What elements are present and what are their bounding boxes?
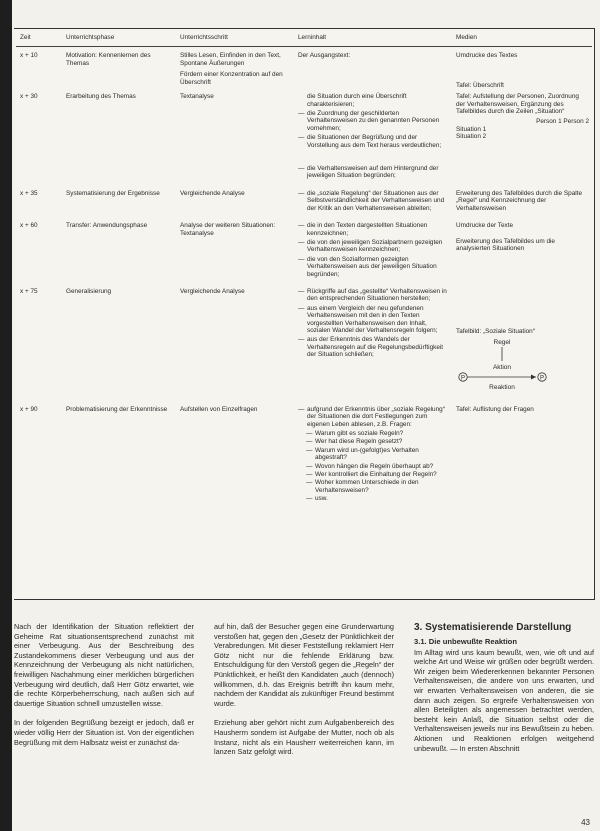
cell-form: Vergleichende Analyse (180, 287, 245, 295)
header-media: Medien (452, 30, 592, 47)
cell-content (294, 214, 452, 280)
header-step: Unterrichtsschritt (176, 30, 294, 47)
cell-content (294, 398, 452, 504)
media-line: Tafel: Überschrift (456, 81, 504, 89)
media-line: Person 1 Person 2 (536, 118, 589, 126)
body-text (14, 622, 594, 822)
paragraph: auf hin, daß der Besucher gegen eine Grunderwartung verstoßen hat, gegen den „Gesetz der Pünktlichkeit der Verabredungen. Mit dieser Feststellung reklamiert Herr Götz nicht nur die fehlende Erklärung bzw. Entschuldigung für den Verstoß gegen die „Regeln“ der Pünktlichkeit, er heißt den Kandidaten „auch (dennoch) willkommen, d.h. das Ereignis betrifft ihn kaum mehr, nachdem der Kandidat als zukünftiger Freund bestimmt wurde. (214, 622, 394, 708)
question-list (306, 430, 449, 503)
diagram-label-rule: Regel (493, 339, 511, 347)
form-line: Fördern einer Konzentration auf den Überschrift (180, 71, 283, 86)
content-list (298, 190, 449, 212)
header-phase: Unterrichtsphase (62, 30, 176, 47)
paragraph: Erziehung aber gehört nicht zum Aufgabenbereich des Hausherrn sondern ist Aufgabe der Mutter, noch ob als Instanz, nicht als ein Hausherr weiterreichen kann, im lanzen Satz gefolgt wird. (214, 718, 394, 757)
content-item: — aus der Erkenntnis des Wandels der Verhaltensregeln auf die Regelungsbedürftigkeit der Situation schließen; (298, 336, 449, 358)
cell-phase: Generalisierung (66, 287, 112, 295)
cell-media (452, 398, 592, 504)
cell-content (294, 182, 452, 214)
text-column-1 (14, 622, 194, 757)
content-item: — Rückgriffe auf das „gestellte“ Verhaltensweisen in den entsprechenden Situationen herstellen; (298, 288, 449, 303)
cell-media (452, 47, 592, 92)
question-item: — Warum wird un-(gefolgt)es Verhalten abgestraft? (306, 447, 449, 462)
content-list (298, 406, 449, 428)
cell-content (294, 280, 452, 398)
paragraph: Im Alltag wird uns kaum bewußt, wen, wie oft und auf welche Art und Weise wir grüßen oder begrüßt werden. Wir zeigen beim Wiedererkennen bekannter Personen Verhaltensweisen, die andere von uns erwarten, und wir erwarten Verhaltensweisen von anderen, die sie dann auch zeigen. So ergreife Verhaltensweisen von allen Beteiligten als angemessen betrachtet werden, besteht kein Anlaß, die Situation selbst oder die Verhaltensweisen jeweils nur ins Bewußtsein zu heben. Aktionen und Reaktionen erfolgen weitgehend unbewußt. — In ersten Abschnitt (414, 647, 594, 753)
text-column-2 (214, 622, 394, 767)
section-heading: 3. Systematisierende Darstellung (414, 622, 572, 633)
paragraph: In der folgenden Begrüßung bezeigt er jedoch, daß er wieder völlig Herr der Situation ist. Von der eigentlichen Begrüßung mit dem Halbsatz weist er zunächst da- (14, 718, 194, 747)
cell-phase: Transfer: Anwendungsphase (66, 222, 148, 230)
content-list (298, 288, 449, 359)
question-item: — Warum gibt es soziale Regeln? (306, 430, 449, 437)
content-item: — aus einem Vergleich der neu gefundenen Verhaltensweisen mit den in den Texten vorgestellten Verhaltensweisen den Inhalt, sozialen Wandel der Verhaltensregeln folgern; (298, 305, 449, 335)
cell-form: Analyse der weiteren Situationen: Textanalyse (180, 222, 276, 237)
question-item: — Wer kontrolliert die Einhaltung der Regeln? (306, 471, 449, 478)
cell-phase: Erarbeitung des Themas (66, 93, 136, 101)
media-line: Situation 2 (456, 133, 487, 141)
form-line: Stilles Lesen, Einfinden in den Text, Spontane Äußerungen (180, 52, 281, 67)
question-item: — Wer hat diese Regeln gesetzt? (306, 438, 449, 445)
diagram-person-right-label: P (539, 375, 545, 382)
media-line: Tafel: Aufstellung der Personen, Zuordnung der Verhaltensweisen, Ergänzung des Tafelbildes durch die Zeilen „Situation“ (456, 93, 579, 116)
content-item: — aufgrund der Erkenntnis über „soziale Regelung“ der Situationen die dort Festlegungen zum eigenen Leben ablesen, z.B. Fragen: (298, 406, 449, 428)
cell-phase: Motivation: Kennenlernen des Themas (66, 52, 151, 67)
content-item: — die von den Sozialformen gezeigten Verhaltensweisen aus der jeweiligen Situation begründen; (298, 256, 449, 278)
diagram-arrowhead (531, 375, 536, 380)
media-line: Situation 1 (456, 125, 487, 133)
cell-time: x + 10 (20, 52, 38, 60)
book-binding-shadow (0, 0, 12, 831)
media-line: Erweiterung des Tafelbildes um die analysierten Situationen (456, 237, 555, 252)
cell-time: x + 35 (20, 189, 38, 197)
text-column-3 (414, 622, 594, 763)
question-item: — Woher kommen Unterschiede in den Verhaltensweisen? (306, 479, 449, 494)
header-time: Zeit (16, 30, 62, 47)
cell-time: x + 90 (20, 405, 38, 413)
table-row (16, 182, 592, 214)
content-item: — die „soziale Regelung“ der Situationen aus der Selbstverständlichkeit der Verhaltensweisen und der Kritik an den Verhaltensweisen ableiten; (298, 190, 449, 212)
paragraph: Nach der Identifikation der Situation reflektiert der Geheime Rat situationsentsprechend zunächst mit einer Verbeugung. Aus der Beschreibung des Zustandekommens dieser Verbeugung und aus der Kennzeichnung der Verbeugung als nicht natürlichen, freiwilligen Nachahmung einer merklichen bürgerlichen Verbeugung wird deutlich, daß Herr Götz erwartet, wie die rechte Körperbeherrschung, nach außen sich auf dauertige Situation schnell umzustellen wisse. (14, 622, 194, 708)
table-row (16, 280, 592, 398)
lesson-plan-table (16, 30, 592, 504)
diagram-label-action: Aktion (492, 364, 512, 372)
cell-content (294, 47, 452, 92)
cell-form: Aufstellen von Einzelfragen (180, 405, 258, 413)
media-line: Tafelbild: „Soziale Situation“ (456, 327, 535, 335)
question-item: — Wovon hängen die Regeln überhaupt ab? (306, 463, 449, 470)
media-line: Umdrucke der Texte (456, 222, 514, 230)
media-line: Tafel: Auflistung der Fragen (456, 405, 534, 413)
content-item: — die Situationen der Begrüßung und der Vorstellung aus dem Text heraus verdeutlichen; (298, 134, 449, 149)
content-item: — die Zuordnung der geschilderten Verhaltensweisen zu den genannten Personen vornehmen; (298, 110, 449, 132)
cell-form (176, 47, 294, 92)
question-item: — usw. (306, 495, 449, 502)
diagram-label-reaction: Reaktion (489, 384, 515, 392)
content-item: — die in den Texten dargestellten Situationen kennzeichnen; (298, 222, 449, 237)
content-item: — die von den jeweiligen Sozialpartnern gezeigten Verhaltensweisen kennzeichnen; (298, 239, 449, 254)
content-intro: Der Ausgangstext: (298, 52, 351, 60)
cell-media (452, 92, 592, 182)
header-content: Lerninhalt (294, 30, 452, 47)
cell-media (452, 182, 592, 214)
table-row (16, 47, 592, 92)
subsection-heading: 3.1. Die unbewußte Reaktion (414, 637, 517, 646)
cell-media (452, 214, 592, 280)
cell-media (452, 280, 592, 398)
cell-phase: Systematisierung der Ergebnisse (66, 189, 160, 197)
table-row (16, 92, 592, 182)
cell-content (294, 92, 452, 182)
content-list (298, 93, 449, 180)
cell-time: x + 60 (20, 222, 38, 230)
cell-time: x + 75 (20, 287, 38, 295)
cell-time: x + 30 (20, 93, 38, 101)
media-line: Umdrucke des Textes (456, 52, 518, 60)
content-item: die Situation durch eine Überschrift charakterisieren; (307, 93, 407, 108)
cell-phase: Problematisierung der Erkenntnisse (66, 405, 168, 413)
content-list (298, 222, 449, 278)
page-number: 43 (581, 818, 590, 827)
table-row (16, 214, 592, 280)
table-header-row (16, 30, 592, 47)
cell-form: Textanalyse (180, 93, 214, 101)
diagram-person-left-label: P (460, 375, 466, 382)
content-item: — die Verhaltensweisen auf dem Hintergrund der jeweiligen Situation begründen; (298, 165, 449, 180)
social-situation-diagram (456, 337, 556, 395)
media-line: Erweiterung des Tafelbildes durch die Spalte „Regel“ und Kennzeichnung der Verhaltensweisen (456, 189, 582, 212)
table-row (16, 398, 592, 504)
cell-form: Vergleichende Analyse (180, 189, 245, 197)
